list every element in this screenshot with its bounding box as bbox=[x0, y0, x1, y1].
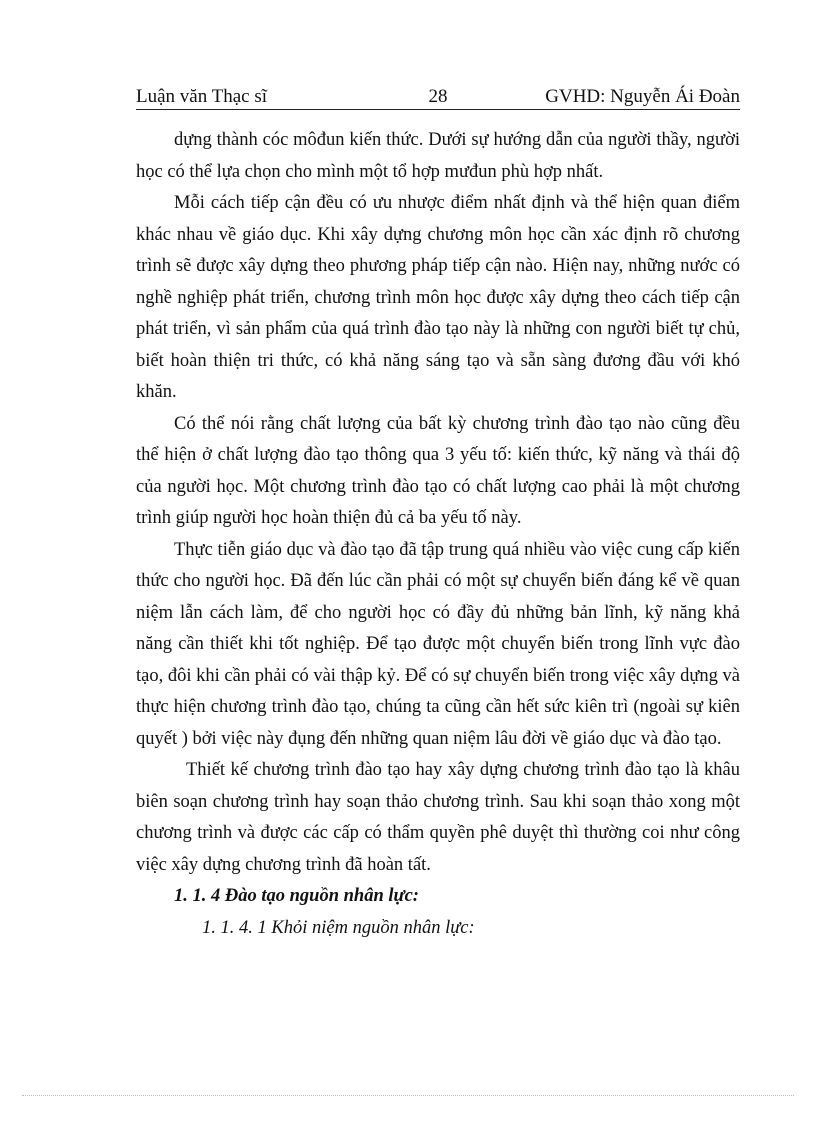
header-advisor: GVHD: Nguyễn Ái Đoàn bbox=[545, 86, 740, 107]
paragraph-1: dựng thành cóc môđun kiến thức. Dưới sự hướng dẫn của người thầy, người học có thể lựa chọn cho mình một tổ hợp mưđun phù hợp nhất. bbox=[136, 130, 740, 182]
page-bottom-border bbox=[22, 1095, 794, 1096]
document-body bbox=[136, 125, 740, 944]
page-header bbox=[136, 84, 740, 110]
header-divider bbox=[136, 109, 740, 110]
paragraph-4: Thực tiễn giáo dục và đào tạo đã tập trung quá nhiều vào việc cung cấp kiến thức cho người học. Đã đến lúc cần phải có một sự chuyển biến đáng kể về quan niệm lẫn cách làm, để cho người học có đầy đủ những bản lĩnh, kỹ năng khả năng cần thiết khi tốt nghiệp. Để tạo được một chuyển biến trong lĩnh vực đào tạo, đôi khi cần phải có vài thập kỷ. Để có sự chuyển biến trong việc xây dựng và thực hiện chương trình đào tạo, chúng ta cũng cần hết sức kiên trì (ngoài sự kiên quyết ) bởi việc này đụng đến những quan niệm lâu đời về giáo dục và đào tạo. bbox=[136, 539, 740, 749]
paragraph-3: Có thể nói rằng chất lượng của bất kỳ chương trình đào tạo nào cũng đều thể hiện ở chất lượng đào tạo thông qua 3 yếu tố: kiến thức, kỹ năng và thái độ của người học. Một chương trình đào tạo có chất lượng cao phải là một chương trình giúp người học hoàn thiện đủ cả ba yếu tố này. bbox=[136, 413, 740, 528]
subsection-heading: 1. 1. 4. 1 Khỏi niệm nguồn nhân lực: bbox=[202, 917, 475, 938]
page-number: 28 bbox=[428, 86, 448, 107]
section-heading: 1. 1. 4 Đào tạo nguồn nhân lực: bbox=[174, 886, 419, 906]
header-thesis-label: Luận văn Thạc sĩ bbox=[136, 86, 268, 107]
paragraph-2: Mỗi cách tiếp cận đều có ưu nhược điểm nhất định và thể hiện quan điểm khác nhau về giáo dục. Khi xây dựng chương môn học cần xác định rõ chương trình sẽ được xây dựng theo phương pháp tiếp cận nào. Hiện nay, những nước có nghề nghiệp phát triển, chương trình môn học được xây dựng theo cách tiếp cận phát triển, vì sản phẩm của quá trình đào tạo này là những con người biết tự chủ, biết hoàn thiện tri thức, có khả năng sáng tạo và sẵn sàng đương đầu với khó khăn. bbox=[136, 193, 740, 402]
paragraph-5: Thiết kế chương trình đào tạo hay xây dựng chương trình đào tạo là khâu biên soạn chương trình hay soạn thảo chương trình. Sau khi soạn thảo xong một chương trình và được các cấp có thẩm quyền phê duyệt thì thường coi như công việc xây dựng chương trình đã hoàn tất. bbox=[136, 760, 740, 875]
